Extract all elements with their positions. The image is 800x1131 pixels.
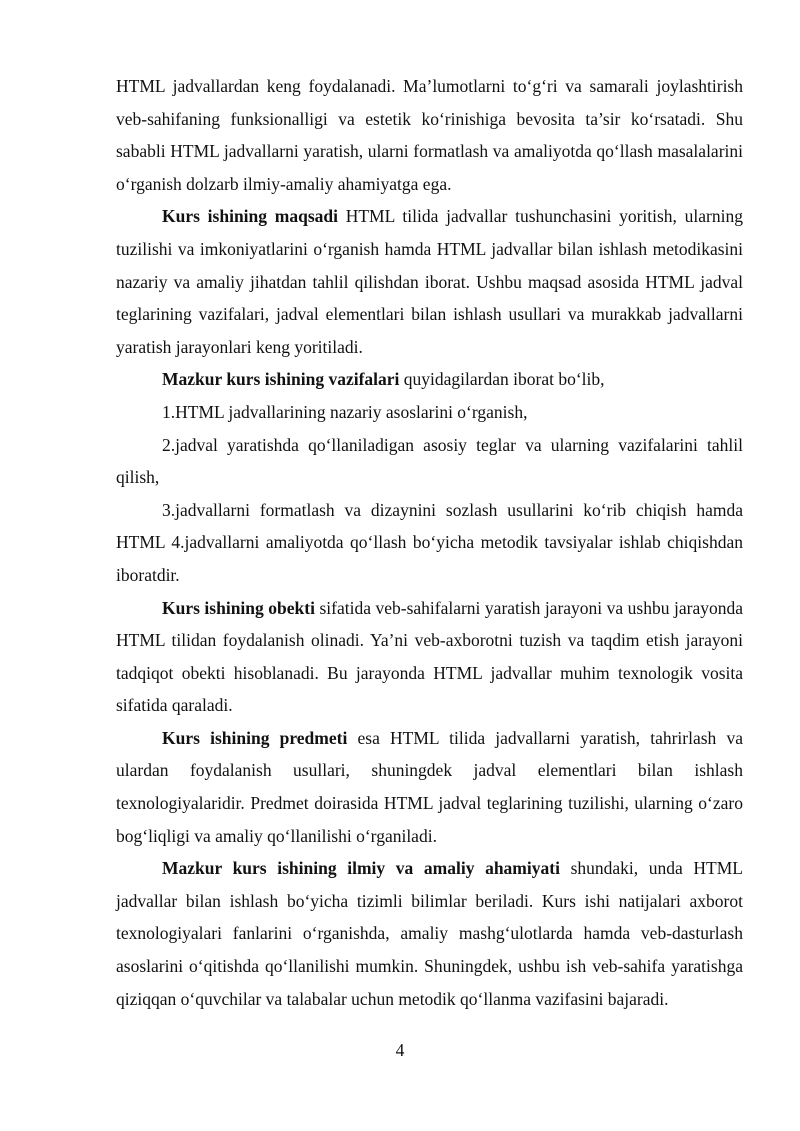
paragraph-goal <box>116 200 743 363</box>
task-text: 3.jadvallarni formatlash va dizaynini sozlash usullarini ko‘rib chiqish hamda HTML 4.jadvallarni amaliyotda qo‘llash bo‘yicha metodik tavsiyalar ishlab chiqishdan iboratdir. <box>116 499 743 585</box>
paragraph-subject <box>116 722 743 852</box>
paragraph-text: sifatida veb-sahifalarni yaratish jarayoni va ushbu jarayonda HTML tilidan foydalanish olinadi. Ya’ni veb-axborotni tuzish va taqdim etish jarayoni tadqiqot obekti hisoblanadi. Bu jarayonda HTML jadvallar muhim texnologik vosita sifatida qaraladi. <box>116 597 743 716</box>
paragraph-text: HTML tilida jadvallar tushunchasini yoritish, ularning tuzilishi va imkoniyatlarini o‘rganish hamda HTML jadvallar bilan ishlash metodikasini nazariy va amaliy jihatdan tahlil qilishdan iborat. Ushbu maqsad asosida HTML jadval teglarining vazifalari, jadval elementlari bilan ishlash usullari va murakkab jadvallarni yaratish jarayonlari keng yoritiladi. <box>116 206 743 357</box>
task-item-1 <box>116 396 743 429</box>
paragraph-heading-significance: Mazkur kurs ishining ilmiy va amaliy ahamiyati <box>162 858 560 879</box>
paragraph-object <box>116 592 743 722</box>
paragraph-text: HTML jadvallardan keng foydalanadi. Ma’lumotlarni to‘g‘ri va samarali joylashtirish veb-sahifaning funksionalligi va estetik ko‘rinishiga bevosita ta’sir ko‘rsatadi. Shu sababli HTML jadvallarni yaratish, ularni formatlash va amaliyotda qo‘llash masalalarini o‘rganish dolzarb ilmiy-amaliy ahamiyatga ega. <box>116 76 743 194</box>
paragraph-heading-object: Kurs ishining obekti <box>162 597 315 618</box>
task-text: 1.HTML jadvallarining nazariy asoslarini o‘rganish, <box>162 401 528 422</box>
paragraph-heading-goal: Kurs ishining maqsadi <box>162 206 338 227</box>
page-number: 4 <box>395 1040 405 1060</box>
paragraph-text: quyidagilardan iborat bo‘lib, <box>399 369 605 390</box>
paragraph-text: esa HTML tilida jadvallarni yaratish, tahrirlash va ulardan foydalanish usullari, shuningdek jadval elementlari bilan ishlash texnologiyalaridir. Predmet doirasida HTML jadval teglarining tuzilishi, ularning o‘zaro bog‘liqligi va amaliy qo‘llanilishi o‘rganiladi. <box>116 727 743 846</box>
task-item-2 <box>116 429 743 494</box>
paragraph-text: shundaki, unda HTML jadvallar bilan ishlash bo‘yicha tizimli bilimlar beriladi. Kurs ishi natijalari axborot texnologiyalari fanlarini o‘rganishda, amaliy mashg‘ulotlarda hamda veb-dasturlash asoslarini o‘qitishda qo‘llanilishi mumkin. Shuningdek, ushbu ish veb-sahifa yaratishga qiziqqan o‘quvchilar va talabalar uchun metodik qo‘llanma vazifasini bajaradi. <box>116 858 743 1009</box>
paragraph-heading-subject: Kurs ishining predmeti <box>162 727 348 748</box>
paragraph-heading-tasks: Mazkur kurs ishining vazifalari <box>162 369 400 390</box>
document-page <box>116 70 743 1015</box>
paragraph-tasks-intro <box>116 363 743 396</box>
paragraph-intro-continuation <box>116 70 743 200</box>
task-item-3 <box>116 494 743 592</box>
task-text: 2.jadval yaratishda qo‘llaniladigan asosiy teglar va ularning vazifalarini tahlil qilish, <box>116 434 743 488</box>
paragraph-significance <box>116 852 743 1015</box>
